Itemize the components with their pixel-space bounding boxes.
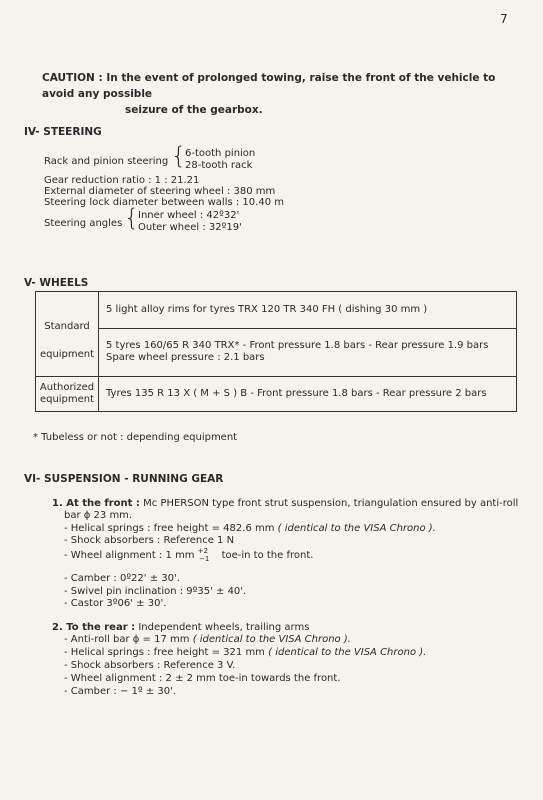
front-springs (64, 523, 436, 534)
authorized-label-1: Authorized (39, 382, 95, 393)
rear-springs (64, 647, 426, 658)
suspension-heading: VI- SUSPENSION - RUNNING GEAR (24, 473, 224, 485)
rear-antiroll-text: - Anti-roll bar ϕ = 17 mm (64, 634, 190, 645)
authorized-label-2: equipment (39, 394, 95, 405)
rear-section (52, 622, 309, 633)
rear-camber: - Camber : − 1º ± 30'. (64, 686, 176, 697)
rear-title: 2. To the rear : (52, 622, 136, 633)
angles-outer: Outer wheel : 32º19' (138, 222, 242, 233)
rack-brace: { (171, 142, 187, 170)
front-alignment-minus: −1 (199, 555, 210, 563)
angles-brace: { (124, 204, 140, 232)
wheels-heading: V- WHEELS (24, 277, 89, 289)
rear-antiroll (64, 634, 351, 645)
tyres-spec: 5 tyres 160/65 R 340 TRX* - Front pressure 1.8 bars - Rear pressure 1.9 bars (106, 340, 489, 351)
rack-item-1: 6-tooth pinion (185, 148, 256, 159)
rims-spec: 5 light alloy rims for tyres TRX 120 TR 340 FH ( dishing 30 mm ) (106, 304, 428, 315)
front-camber: - Camber : 0º22' ± 30'. (64, 573, 180, 584)
rack-label: Rack and pinion steering (44, 156, 169, 167)
rear-springs-text: - Helical springs : free height = 321 mm (64, 647, 265, 658)
standard-label-1: Standard (44, 321, 90, 332)
front-springs-note: ( identical to the VISA Chrono ). (277, 523, 436, 534)
caution-prefix: CAUTION : (42, 72, 103, 84)
front-section (52, 498, 518, 509)
front-swivel: - Swivel pin inclination : 9º35' ± 40'. (64, 586, 247, 597)
wheels-table (35, 291, 517, 412)
tubeless-footnote: * Tubeless or not : depending equipment (33, 432, 238, 443)
spare-pressure: Spare wheel pressure : 2.1 bars (106, 352, 265, 363)
front-alignment (64, 547, 314, 563)
standard-label-2: equipment (39, 349, 95, 360)
front-alignment-tail: toe-in to the front. (221, 550, 314, 561)
authorized-spec: Tyres 135 R 13 X ( M + S ) B - Front pressure 1.8 bars - Rear pressure 2 bars (106, 388, 487, 399)
lock-diameter: Steering lock diameter between walls : 10.40 m (44, 197, 284, 208)
front-description-2: bar ϕ 23 mm. (64, 510, 133, 521)
steering-heading: IV- STEERING (24, 126, 102, 138)
caution-note (42, 70, 522, 118)
angles-label: Steering angles (44, 218, 123, 229)
front-title: 1. At the front : (52, 498, 140, 509)
rear-description: Independent wheels, trailing arms (138, 622, 310, 633)
table-row-divider-authorized (36, 376, 516, 377)
angles-inner: Inner wheel : 42º32' (138, 210, 240, 221)
table-row-divider-rims (98, 328, 516, 329)
front-description: Mc PHERSON type front strut suspension, triangulation ensured by anti-roll (143, 498, 519, 509)
rear-alignment: - Wheel alignment : 2 ± 2 mm toe-in towards the front. (64, 673, 341, 684)
front-springs-text: - Helical springs : free height = 482.6 mm (64, 523, 275, 534)
page-number: 7 (500, 12, 508, 26)
caution-line-2: seizure of the gearbox. (125, 104, 263, 116)
rear-antiroll-note: ( identical to the VISA Chrono ). (192, 634, 351, 645)
front-castor: - Castor 3º06' ± 30'. (64, 598, 167, 609)
caution-line-1: In the event of prolonged towing, raise the front of the vehicle to avoid any possible (42, 72, 496, 100)
gear-ratio: Gear reduction ratio : 1 : 21.21 (44, 175, 200, 186)
rear-shock: - Shock absorbers : Reference 3 V. (64, 660, 236, 671)
front-alignment-text: - Wheel alignment : 1 mm (64, 550, 195, 561)
front-shock: - Shock absorbers : Reference 1 N (64, 535, 235, 546)
external-diameter: External diameter of steering wheel : 380 mm (44, 186, 276, 197)
rack-item-2: 28-tooth rack (185, 160, 253, 171)
rear-springs-note: ( identical to the VISA Chrono ). (268, 647, 427, 658)
table-column-divider (98, 292, 99, 411)
front-alignment-plus: +2 (197, 547, 209, 555)
